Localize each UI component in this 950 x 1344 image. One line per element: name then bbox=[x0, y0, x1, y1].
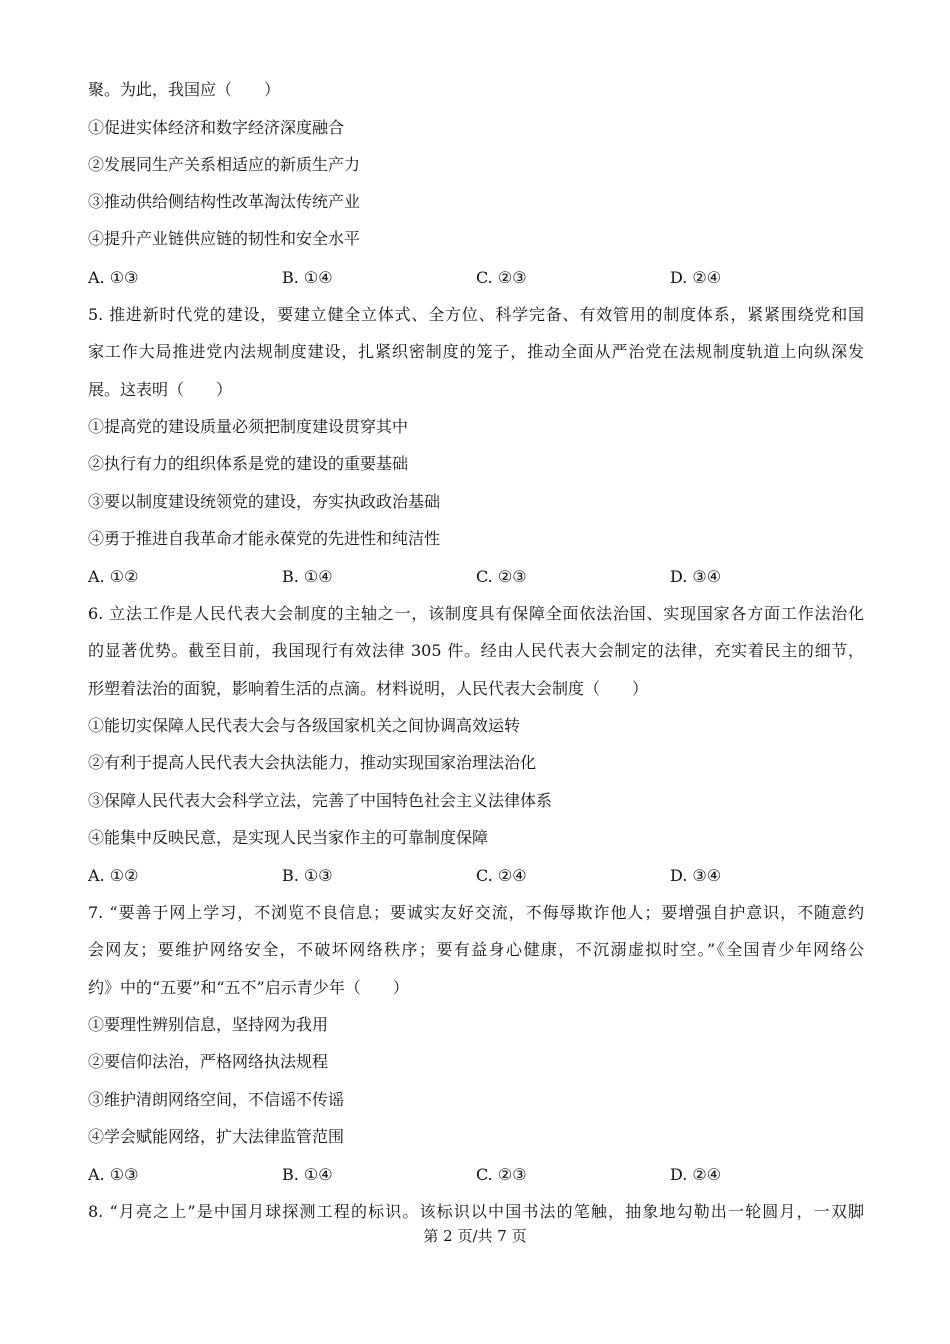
q4-item-2: ②发展同生产关系相适应的新质生产力 bbox=[88, 155, 361, 174]
q6-item-1: ①能切实保障人民代表大会与各级国家机关之间协调高效运转 bbox=[88, 716, 521, 735]
q7-item-3: ③维护清朗网络空间，不信谣不传谣 bbox=[88, 1090, 345, 1109]
q4-option-c: C. ②③ bbox=[476, 268, 527, 287]
q5-option-d: D. ③④ bbox=[670, 567, 722, 586]
q5-option-b: B. ①④ bbox=[282, 567, 333, 586]
q5-option-c: C. ②③ bbox=[476, 567, 527, 586]
q7-option-b: B. ①④ bbox=[282, 1165, 333, 1184]
q5-item-1: ①提高党的建设质量必须把制度建设贯穿其中 bbox=[88, 417, 409, 436]
q7-item-2: ②要信仰法治，严格网络执法规程 bbox=[88, 1052, 329, 1071]
q5-stem-line-3: 展。这表明（ ） bbox=[88, 380, 233, 399]
q7-stem-line-1: 7. “要善于网上学习，不浏览不良信息；要诚实友好交流，不侮辱欺诈他人；要增强自护意识，不随意约 bbox=[88, 903, 864, 922]
q6-stem-line-1: 6. 立法工作是人民代表大会制度的主轴之一，该制度具有保障全面依法治国、实现国家各方面工作法治化 bbox=[88, 604, 864, 623]
q8-stem-line-1: 8. “月亮之上”是中国月球探测工程的标识。该标识以中国书法的笔触，抽象地勾勒出一轮圆月，一双脚 bbox=[88, 1202, 864, 1221]
q5-item-4: ④勇于推进自我革命才能永葆党的先进性和纯洁性 bbox=[88, 529, 441, 548]
q7-stem-line-3: 约》中的“五要”和“五不”启示青少年（ ） bbox=[88, 978, 409, 997]
q4-item-4: ④提升产业链供应链的韧性和安全水平 bbox=[88, 229, 361, 248]
q7-stem-line-2: 会网友；要维护网络安全，不破坏网络秩序；要有益身心健康，不沉溺虚拟时空。”《全国青少年网络公 bbox=[88, 940, 864, 959]
q7-item-4: ④学会赋能网络，扩大法律监管范围 bbox=[88, 1127, 345, 1146]
q7-options bbox=[88, 1165, 888, 1185]
q5-stem-line-1: 5. 推进新时代党的建设，要建立健全立体式、全方位、科学完备、有效管用的制度体系，紧紧围绕党和国 bbox=[88, 305, 864, 324]
q7-option-a: A. ①③ bbox=[88, 1165, 139, 1184]
q7-option-c: C. ②③ bbox=[476, 1165, 527, 1184]
q6-option-a: A. ①② bbox=[88, 866, 139, 885]
q5-stem-line-2: 家工作大局推进党内法规制度建设，扎紧织密制度的笼子，推动全面从严治党在法规制度轨道上向纵深发 bbox=[88, 342, 864, 361]
q6-option-b: B. ①③ bbox=[282, 866, 333, 885]
q5-option-a: A. ①② bbox=[88, 567, 139, 586]
q5-item-2: ②执行有力的组织体系是党的建设的重要基础 bbox=[88, 454, 409, 473]
q6-options bbox=[88, 866, 888, 886]
q7-item-1: ①要理性辨别信息，坚持网为我用 bbox=[88, 1015, 329, 1034]
q6-item-3: ③保障人民代表大会科学立法，完善了中国特色社会主义法律体系 bbox=[88, 791, 553, 810]
q4-stem-tail: 聚。为此，我国应（ ） bbox=[88, 80, 281, 99]
q6-item-4: ④能集中反映民意，是实现人民当家作主的可靠制度保障 bbox=[88, 828, 489, 847]
page-number-footer: 第 2 页/共 7 页 bbox=[423, 1227, 527, 1245]
q6-stem-line-2: 的显著优势。截至目前，我国现行有效法律 305 件。经由人民代表大会制定的法律，充实着民主的细节， bbox=[88, 641, 864, 660]
q4-option-d: D. ②④ bbox=[670, 268, 722, 287]
q5-item-3: ③要以制度建设统领党的建设，夯实执政政治基础 bbox=[88, 492, 441, 511]
q5-options bbox=[88, 567, 888, 587]
q4-option-a: A. ①③ bbox=[88, 268, 139, 287]
q4-item-1: ①促进实体经济和数字经济深度融合 bbox=[88, 118, 345, 137]
q4-item-3: ③推动供给侧结构性改革淘汰传统产业 bbox=[88, 192, 361, 211]
q7-option-d: D. ②④ bbox=[670, 1165, 722, 1184]
q6-stem-line-3: 形塑着法治的面貌，影响着生活的点滴。材料说明，人民代表大会制度（ ） bbox=[88, 679, 649, 698]
q6-option-d: D. ③④ bbox=[670, 866, 722, 885]
q6-item-2: ②有利于提高人民代表大会执法能力，推动实现国家治理法治化 bbox=[88, 753, 537, 772]
q4-option-b: B. ①④ bbox=[282, 268, 333, 287]
q4-options bbox=[88, 268, 888, 288]
q6-option-c: C. ②④ bbox=[476, 866, 527, 885]
